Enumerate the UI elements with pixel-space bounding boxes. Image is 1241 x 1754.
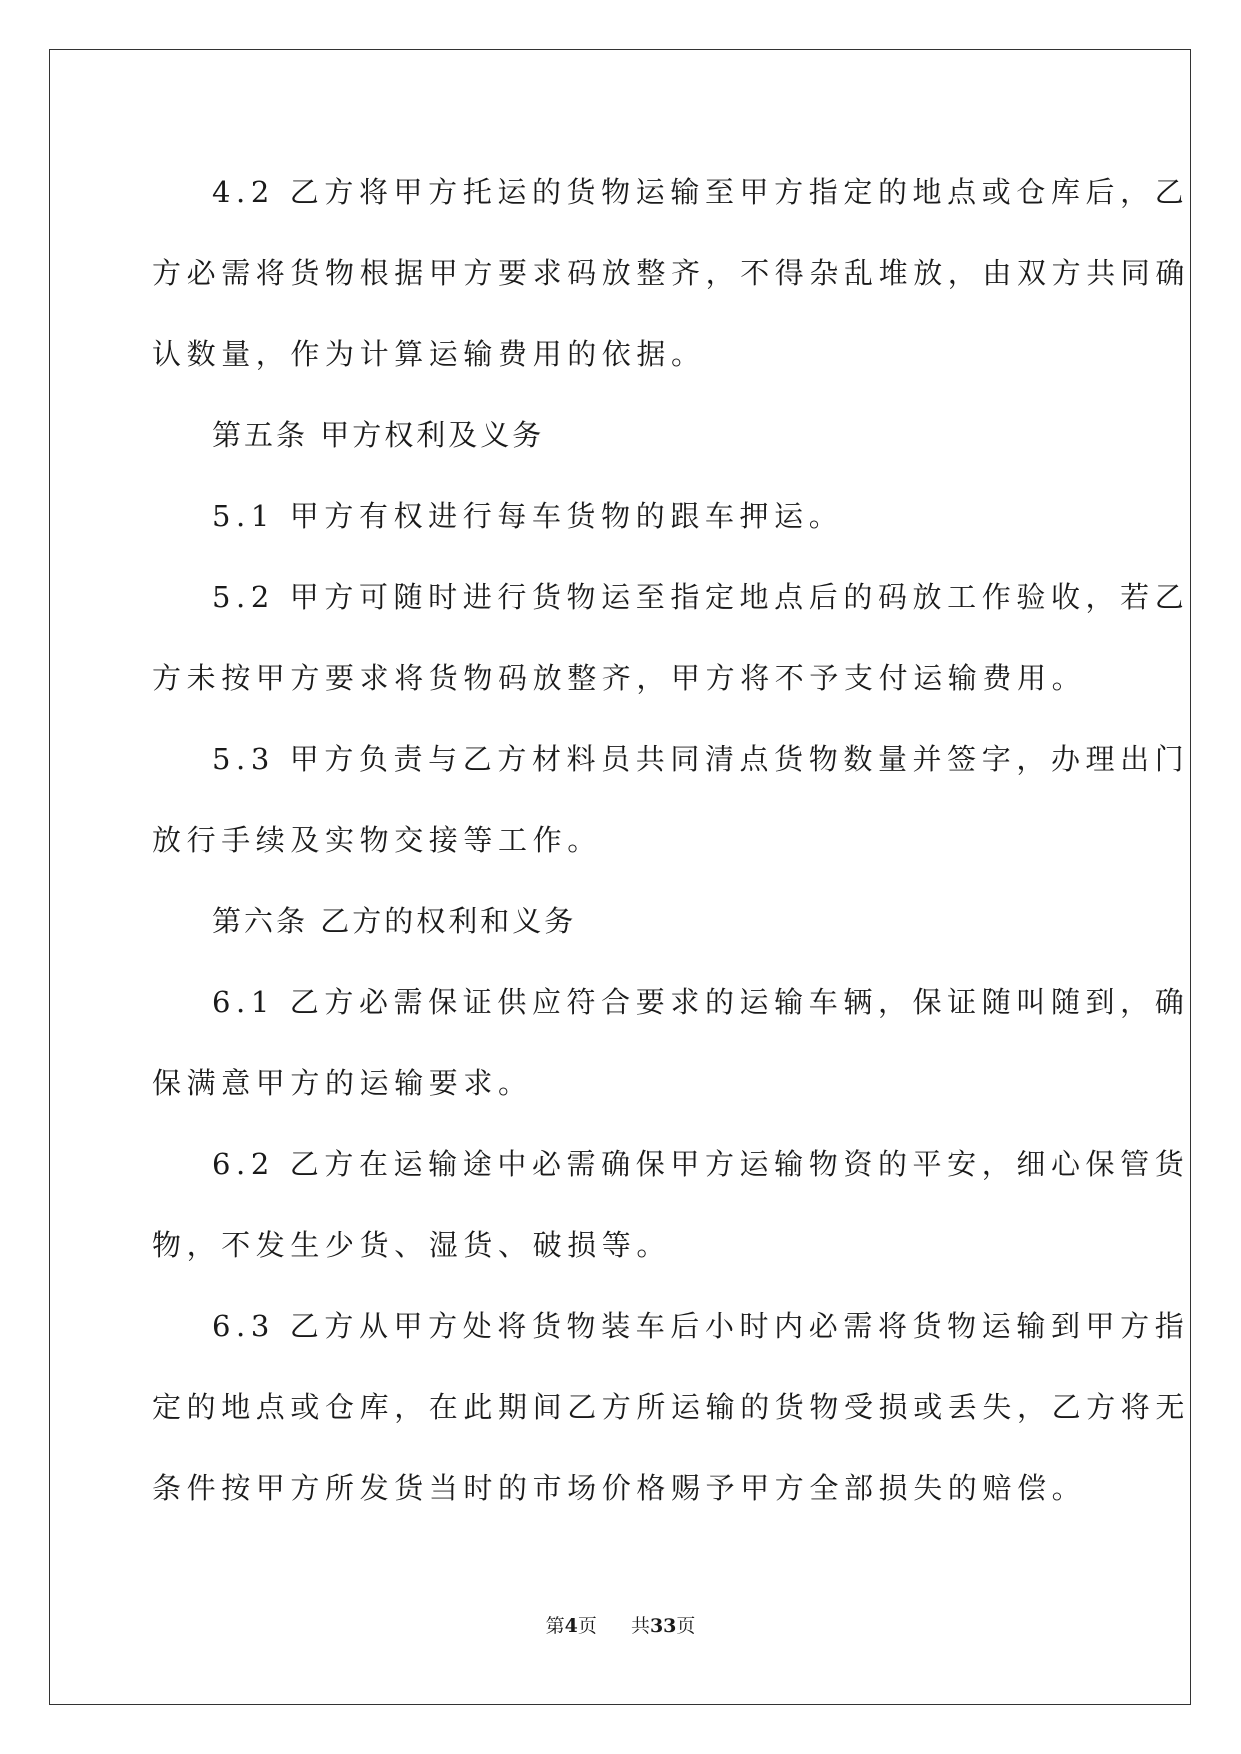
page-number-label: 第4页 bbox=[545, 1615, 597, 1637]
page-number: 4 bbox=[564, 1615, 578, 1637]
total-pages-label: 共33页 bbox=[630, 1615, 696, 1637]
paragraph-6-2-line-1: 6.2 乙方在运输途中必需确保甲方运输物资的平安，细心保管货 bbox=[212, 1147, 1190, 1181]
paragraph-4-2-line-3: 认数量，作为计算运输费用的依据。 bbox=[152, 337, 706, 371]
paragraph-6-3-line-1: 6.3 乙方从甲方处将货物装车后小时内必需将货物运输到甲方指 bbox=[212, 1309, 1190, 1343]
page-footer bbox=[0, 1614, 1241, 1638]
paragraph-6-2-line-2: 物，不发生少货、湿货、破损等。 bbox=[152, 1228, 672, 1262]
page-border bbox=[49, 49, 1191, 1705]
article-5-heading: 第五条 甲方权利及义务 bbox=[212, 418, 545, 452]
paragraph-5-2-line-1: 5.2 甲方可随时进行货物运至指定地点后的码放工作验收，若乙 bbox=[212, 580, 1190, 614]
paragraph-4-2-line-1: 4.2 乙方将甲方托运的货物运输至甲方指定的地点或仓库后，乙 bbox=[212, 175, 1190, 209]
paragraph-6-1-line-1: 6.1 乙方必需保证供应符合要求的运输车辆，保证随叫随到，确 bbox=[212, 985, 1190, 1019]
paragraph-6-3-line-2: 定的地点或仓库，在此期间乙方所运输的货物受损或丢失，乙方将无 bbox=[152, 1390, 1191, 1424]
paragraph-6-3-line-3: 条件按甲方所发货当时的市场价格赐予甲方全部损失的赔偿。 bbox=[152, 1471, 1087, 1505]
paragraph-6-1-line-2: 保满意甲方的运输要求。 bbox=[152, 1066, 533, 1100]
article-6-heading: 第六条 乙方的权利和义务 bbox=[212, 904, 577, 938]
paragraph-4-2-line-2: 方必需将货物根据甲方要求码放整齐，不得杂乱堆放，由双方共同确 bbox=[152, 256, 1191, 290]
paragraph-5-3-line-1: 5.3 甲方负责与乙方材料员共同清点货物数量并签字，办理出门 bbox=[212, 742, 1190, 776]
paragraph-5-3-line-2: 放行手续及实物交接等工作。 bbox=[152, 823, 602, 857]
paragraph-5-2-line-2: 方未按甲方要求将货物码放整齐，甲方将不予支付运输费用。 bbox=[152, 661, 1087, 695]
paragraph-5-1: 5.1 甲方有权进行每车货物的跟车押运。 bbox=[212, 499, 844, 533]
total-pages: 33 bbox=[649, 1615, 677, 1637]
